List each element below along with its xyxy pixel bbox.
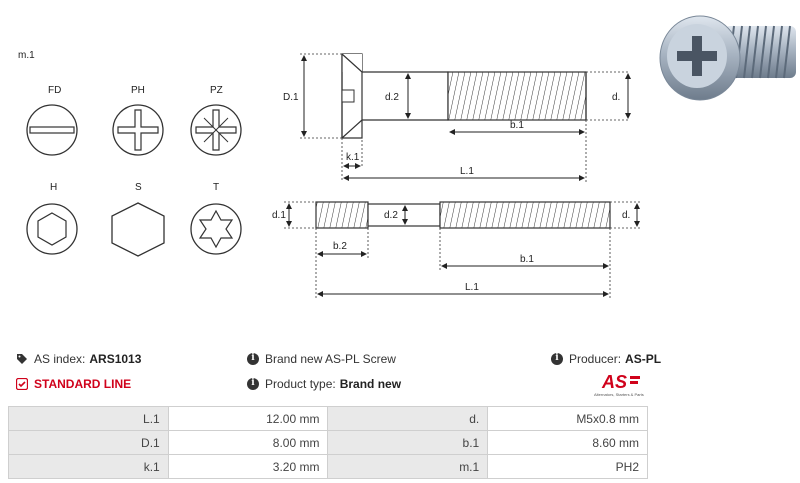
stud-side-view [272, 202, 640, 298]
standard-line-label: STANDARD LINE [34, 377, 132, 391]
head-type-label: PH [131, 85, 145, 96]
table-row [9, 455, 648, 479]
dim-b2: b.2 [333, 241, 347, 252]
head-type-s [112, 182, 164, 256]
spec-key: m.1 [328, 455, 488, 479]
dim-L1-bottom: L.1 [465, 282, 479, 293]
spec-key: k.1 [9, 455, 169, 479]
head-type-label: H [50, 182, 58, 193]
head-type-ph [113, 85, 163, 155]
spec-key: b.1 [328, 431, 488, 455]
product-photo [660, 16, 796, 100]
brand-new-text: Brand new AS-PL Screw [265, 352, 396, 366]
product-info [16, 348, 662, 404]
spec-value: 8.60 mm [488, 431, 648, 455]
product-type-value: Brand new [339, 377, 402, 391]
as-index-label: AS index: [34, 352, 86, 366]
info-icon: i [247, 378, 259, 390]
spec-key: D.1 [9, 431, 169, 455]
dim-d: d. [612, 92, 621, 103]
head-type-label: S [135, 182, 142, 193]
head-types-label: m.1 [18, 50, 35, 61]
head-type-fd [27, 85, 77, 155]
dim-b1: b.1 [510, 120, 524, 131]
spec-value: 3.20 mm [168, 455, 328, 479]
as-pl-logo [592, 370, 652, 398]
logo-text: AS [602, 372, 628, 392]
producer-row [551, 352, 661, 366]
dim-b1-bottom: b.1 [520, 254, 534, 265]
tags-icon [16, 353, 28, 365]
spec-value: 8.00 mm [168, 431, 328, 455]
spec-key: d. [328, 407, 488, 431]
standard-line-row [16, 377, 131, 391]
dim-D1: D.1 [283, 92, 299, 103]
specs-table [8, 406, 648, 479]
spec-key: L.1 [9, 407, 169, 431]
as-index-row [16, 352, 141, 366]
screw-side-view [283, 54, 630, 182]
dim-L1: L.1 [460, 166, 474, 177]
producer-label: Producer: [569, 352, 622, 366]
head-type-pz [191, 85, 241, 155]
spec-value: PH2 [488, 455, 648, 479]
brand-new-row [247, 352, 396, 366]
dim-d2: d.2 [385, 92, 399, 103]
head-type-h [27, 182, 77, 254]
checkbox-checked-icon [16, 378, 28, 390]
spec-value: 12.00 mm [168, 407, 328, 431]
dim-d2-bottom: d.2 [384, 210, 398, 221]
head-type-label: PZ [210, 85, 223, 96]
spec-value: M5x0.8 mm [488, 407, 648, 431]
head-type-label: FD [48, 85, 62, 96]
product-type-row [247, 377, 401, 391]
producer-value: AS-PL [625, 352, 662, 366]
table-row [9, 407, 648, 431]
info-icon: i [247, 353, 259, 365]
dim-d-bottom: d. [622, 210, 631, 221]
logo-tagline: Alternators, Starters & Parts [594, 392, 644, 397]
dim-d1: d.1 [272, 210, 286, 221]
head-type-t [191, 182, 241, 254]
as-index-value: ARS1013 [89, 352, 142, 366]
product-type-label: Product type: [265, 377, 336, 391]
table-row [9, 431, 648, 455]
info-icon: i [551, 353, 563, 365]
dim-k1: k.1 [346, 152, 360, 163]
head-type-label: T [213, 182, 220, 193]
